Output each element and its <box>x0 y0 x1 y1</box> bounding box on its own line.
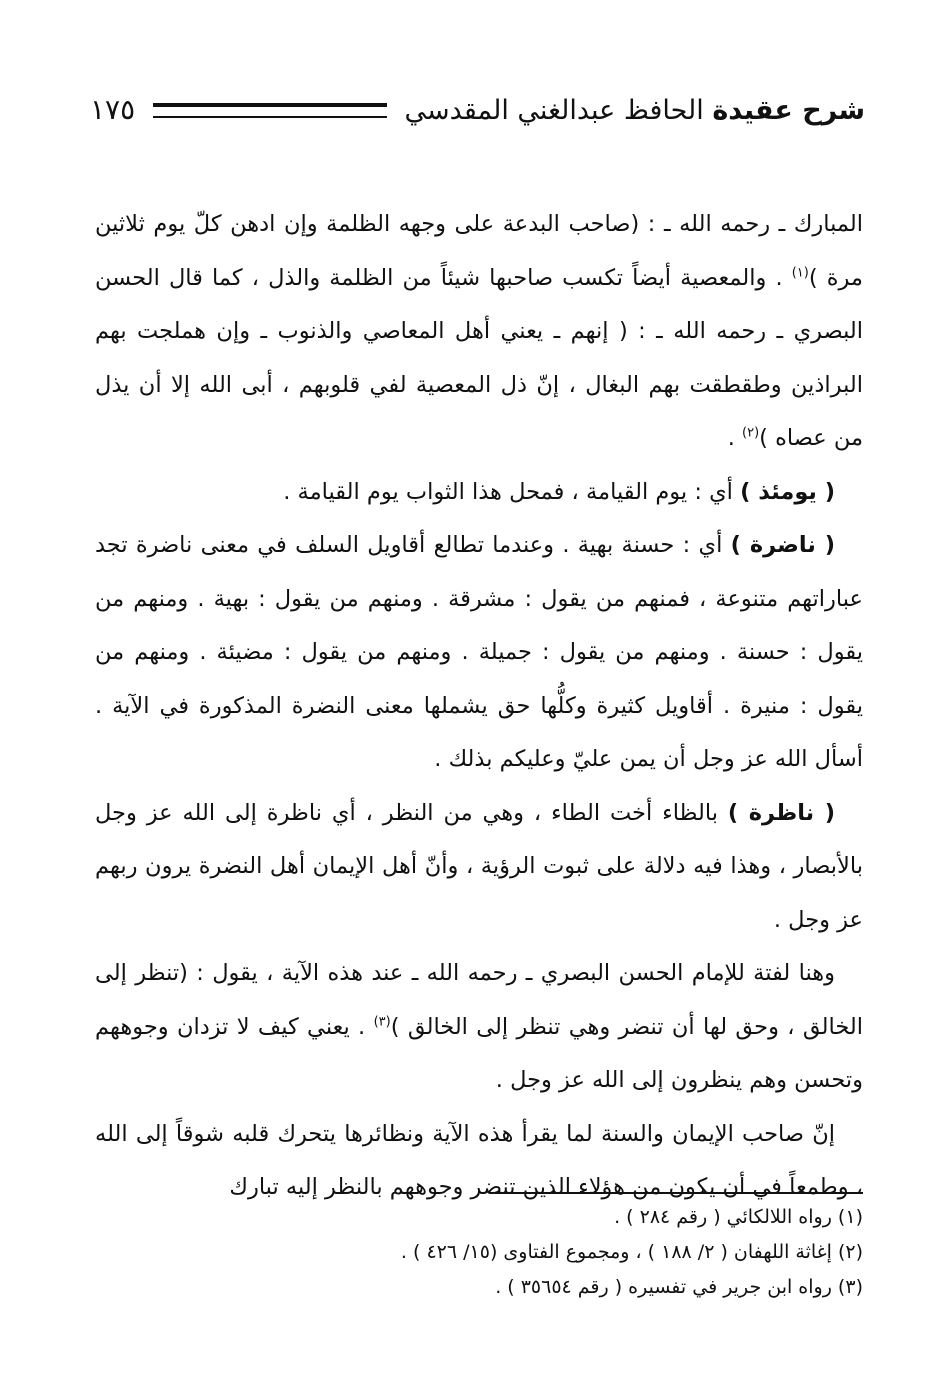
page-number: ١٧٥ <box>90 93 136 126</box>
paragraph-hasan-basri-text-1: وهنا لفتة للإمام الحسن البصري ـ رحمه الله ـ عند هذه الآية ، يقول : (تنظر إلى الخالق ، وحق لها أن تنضر وهي تنظر إلى الخالق ) <box>95 960 863 1040</box>
header-double-rule <box>153 103 386 118</box>
term-nazira: ( ناظرة ) <box>727 799 835 826</box>
footnote-3: (٣) رواه ابن جرير في تفسيره ( رقم ٣٥٦٥٤ ) . <box>495 1276 863 1298</box>
paragraph-iman-text: إنّ صاحب الإيمان والسنة لما يقرأ هذه الآية ونظائرها يتحرك قلبه شوقاً إلى الله ، وطمعاً في أن يكون من هؤلاء الذين تنضر وجوههم بالنظر إليه تبارك <box>95 1120 863 1200</box>
paragraph-nazira <box>95 787 863 948</box>
running-header <box>90 88 865 132</box>
paragraph-hasan-basri <box>95 947 863 1108</box>
paragraph-yawmaidhin-text: أي : يوم القيامة ، فمحل هذا الثواب يوم القيامة . <box>283 478 741 505</box>
book-title-rest: الحافظ عبدالغني المقدسي <box>404 94 713 126</box>
book-title <box>404 94 865 126</box>
paragraph-nazira-text: بالظاء أخت الطاء ، وهي من النظر ، أي ناظرة إلى الله عز وجل بالأبصار ، وهذا فيه دلالة على ثبوت الرؤية ، وأنّ أهل الإيمان أهل النضرة يرون ربهم عز وجل . <box>95 799 863 933</box>
body-text <box>95 198 863 1215</box>
footnote-ref-1: (١) <box>791 265 809 280</box>
footnote-2: (٢) إغاثة اللهفان ( ٢/ ١٨٨ ) ، ومجموع الفتاوى (١٥/ ٤٢٦ ) . <box>400 1241 863 1263</box>
paragraph-hasan-basri-text-2: . يعني كيف لا تزدان وجوههم وتحسن وهم ينظرون إلى الله عز وجل . <box>95 1013 863 1093</box>
paragraph-nadira <box>95 519 863 787</box>
paragraph-1 <box>95 198 863 466</box>
footnote-separator <box>495 1192 863 1194</box>
term-nadira: ( ناضرة ) <box>730 532 836 558</box>
term-yawmaidhin: ( يومئذ ) <box>740 478 835 505</box>
footnote-1: (١) رواه اللالكائي ( رقم ٢٨٤ ) . <box>614 1206 863 1228</box>
paragraph-1-text-3: . <box>727 425 743 451</box>
book-title-bold: شرح عقيدة <box>712 94 865 126</box>
paragraph-1-text-1: المبارك ـ رحمه الله ـ : (صاحب البدعة على وجهه الظلمة وإن ادهن كلّ يوم ثلاثين مرة ) <box>95 211 863 291</box>
paragraph-nadira-text: أي : حسنة بهية . وعندما تطالع أقاويل السلف في معنى ناضرة تجد عباراتهم متنوعة ، فمنهم من يقول : مشرقة . ومنهم من يقول : بهية . ومنهم من يقول : حسنة . ومنهم من يقول : جميلة . ومنهم من يقول : مضيئة . ومنهم من يقول : منيرة . أقاويل كثيرة وكلُّها حق يشملها معنى النضرة المذكورة في الآية . أسأل الله عز وجل أن يمن عليّ وعليكم بذلك . <box>95 532 863 772</box>
paragraph-yawmaidhin <box>95 466 863 520</box>
footnotes <box>95 1200 863 1305</box>
paragraph-iman <box>95 1108 863 1215</box>
footnote-ref-3: (٣) <box>373 1014 391 1029</box>
paragraph-1-text-2: . والمعصية أيضاً تكسب صاحبها شيئاً من الظلمة والذل ، كما قال الحسن البصري ـ رحمه الله ـ : ( إنهم ـ يعني أهل المعاصي والذنوب ـ وإن هملجت بهم البراذين وطقطقت بهم البغال ، إنّ ذل المعصية لفي قلوبهم ، أبى الله إلا أن يذل من عصاه ) <box>95 264 863 451</box>
footnote-ref-2: (٢) <box>742 425 760 441</box>
